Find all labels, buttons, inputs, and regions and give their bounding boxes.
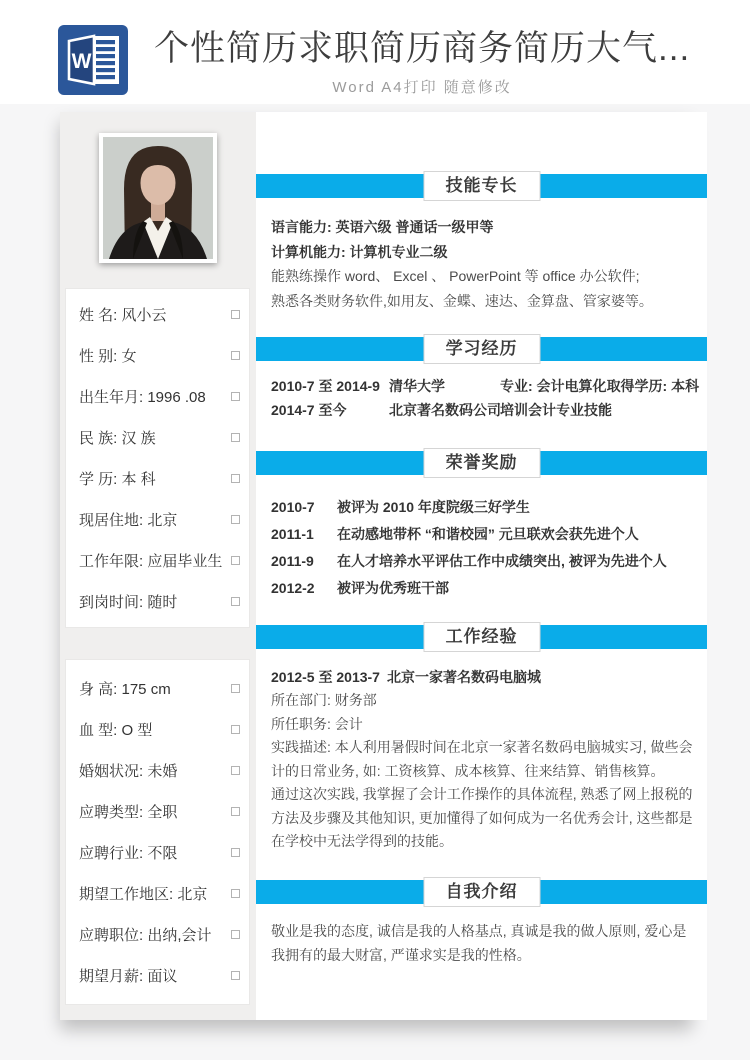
honor-item — [271, 575, 699, 602]
field-position — [79, 914, 240, 955]
checkbox-icon[interactable] — [231, 725, 240, 734]
skill-line: 能熟练操作 word、 Excel 、 PowerPoint 等 office 办公软件; — [271, 268, 640, 284]
work-company: 北京一家著名数码电脑城 — [387, 669, 541, 685]
field-job-type — [79, 791, 240, 832]
checkbox-icon[interactable] — [231, 807, 240, 816]
work-heading — [271, 665, 699, 689]
field-text: 出生年月: 1996 .08 — [79, 389, 206, 406]
field-text: 姓 名: 风小云 — [79, 307, 167, 324]
section-header-honors — [256, 451, 707, 475]
honor-text: 被评为优秀班干部 — [337, 580, 449, 596]
education-major: 专业: 会计电算化 — [500, 378, 607, 394]
field-text: 学 历: 本 科 — [79, 471, 156, 488]
word-logo-icon — [58, 25, 128, 95]
education-degree: 取得学历: 本科 — [606, 378, 700, 394]
basic-info-card — [65, 288, 250, 628]
field-birth — [79, 376, 240, 417]
honor-date: 2012-2 — [271, 580, 315, 596]
checkbox-icon[interactable] — [231, 597, 240, 606]
page-title: 个性简历求职简历商务简历大气... — [154, 29, 691, 68]
intro-section-body — [256, 919, 707, 968]
work-dates: 2012-5 至 2013-7 — [271, 669, 380, 685]
honor-item — [271, 548, 699, 575]
portrait-image — [103, 137, 213, 259]
honor-date: 2011-1 — [271, 526, 314, 542]
education-note: 培训会计专业技能 — [500, 402, 612, 418]
field-text: 应聘职位: 出纳,会计 — [79, 927, 212, 944]
education-school: 北京著名数码公司 — [389, 402, 501, 418]
field-text: 性 别: 女 — [79, 348, 137, 365]
extra-info-card — [65, 659, 250, 1005]
checkbox-icon[interactable] — [231, 556, 240, 565]
work-description: 实践描述: 本人利用暑假时间在北京一家著名数码电脑城实习, 做些会计的日常业务, 如: 工资核算、成本核算、往来结算、销售核算。 — [271, 739, 693, 779]
checkbox-icon[interactable] — [231, 889, 240, 898]
section-title: 学习经历 — [423, 334, 540, 364]
section-title: 自我介绍 — [423, 877, 540, 907]
checkbox-icon[interactable] — [231, 930, 240, 939]
field-text: 应聘行业: 不限 — [79, 845, 178, 862]
field-text: 应聘类型: 全职 — [79, 804, 178, 821]
field-degree — [79, 458, 240, 499]
svg-text:W: W — [71, 50, 92, 73]
honor-text: 在动感地带杯 “和谐校园” 元旦联欢会获先进个人 — [337, 526, 639, 542]
resume-right-column — [256, 112, 707, 1020]
skills-section-body — [256, 215, 707, 313]
field-height — [79, 668, 240, 709]
skill-line: 熟悉各类财务软件,如用友、金蝶、速达、金算盘、管家婆等。 — [271, 292, 653, 309]
resume-left-column — [60, 112, 256, 1020]
work-summary: 通过这次实践, 我掌握了会计工作操作的具体流程, 熟悉了网上报税的方法及步骤及其他知识, 更加懂得了如何成为一名优秀会计, 这些都是在学校中无法学得到的技能。 — [271, 786, 693, 849]
section-header-work — [256, 625, 707, 649]
education-dates: 2010-7 至 2014-9 — [271, 378, 380, 394]
section-title: 荣誉奖励 — [423, 448, 540, 478]
checkbox-icon[interactable] — [231, 310, 240, 319]
honor-item — [271, 494, 699, 521]
field-experience-years — [79, 540, 240, 581]
field-ethnicity — [79, 417, 240, 458]
field-text: 婚姻状况: 未婚 — [79, 763, 178, 780]
field-text: 身 高: 175 cm — [79, 681, 171, 698]
profile-photo — [99, 133, 217, 263]
education-row — [271, 374, 699, 398]
field-text: 工作年限: 应届毕业生 — [79, 553, 223, 570]
field-blood-type — [79, 709, 240, 750]
checkbox-icon[interactable] — [231, 351, 240, 360]
checkbox-icon[interactable] — [231, 433, 240, 442]
checkbox-icon[interactable] — [231, 971, 240, 980]
field-name — [79, 294, 240, 335]
skill-line: 语言能力: 英语六级 普通话一级甲等 — [271, 219, 494, 235]
honor-date: 2011-9 — [271, 553, 314, 569]
section-header-intro — [256, 880, 707, 904]
field-work-region — [79, 873, 240, 914]
field-industry — [79, 832, 240, 873]
field-gender — [79, 335, 240, 376]
checkbox-icon[interactable] — [231, 848, 240, 857]
checkbox-icon[interactable] — [231, 684, 240, 693]
education-section-body — [256, 374, 707, 422]
intro-text: 敬业是我的态度, 诚信是我的人格基点, 真诚是我的做人原则, 爱心是我拥有的最大财富, 严谨求实是我的性格。 — [271, 922, 687, 963]
section-title: 工作经验 — [423, 622, 540, 652]
honor-date: 2010-7 — [271, 499, 315, 515]
education-dates: 2014-7 至今 — [271, 402, 347, 418]
field-text: 期望工作地区: 北京 — [79, 886, 208, 903]
field-text: 民 族: 汉 族 — [79, 430, 156, 447]
field-text: 到岗时间: 随时 — [79, 594, 178, 611]
checkbox-icon[interactable] — [231, 766, 240, 775]
education-row — [271, 398, 699, 422]
education-school: 清华大学 — [389, 378, 445, 394]
checkbox-icon[interactable] — [231, 392, 240, 401]
header — [0, 0, 750, 104]
honor-text: 被评为 2010 年度院级三好学生 — [337, 499, 530, 515]
field-salary — [79, 955, 240, 996]
field-marital-status — [79, 750, 240, 791]
field-availability — [79, 581, 240, 622]
skill-line: 计算机能力: 计算机专业二级 — [271, 243, 448, 260]
page-subtitle: Word A4打印 随意修改 — [332, 79, 512, 96]
honor-item — [271, 521, 699, 548]
section-header-education — [256, 337, 707, 361]
honors-section-body — [256, 494, 707, 602]
field-text: 现居住地: 北京 — [79, 512, 178, 529]
field-text: 血 型: O 型 — [79, 722, 153, 739]
checkbox-icon[interactable] — [231, 474, 240, 483]
honor-text: 在人才培养水平评估工作中成绩突出, 被评为先进个人 — [337, 553, 667, 569]
checkbox-icon[interactable] — [231, 515, 240, 524]
field-text: 期望月薪: 面议 — [79, 968, 178, 985]
work-position: 所任职务: 会计 — [271, 715, 363, 732]
work-section-body — [256, 665, 707, 854]
field-residence — [79, 499, 240, 540]
section-header-skills — [256, 174, 707, 198]
resume-page — [60, 112, 700, 1020]
work-department: 所在部门: 财务部 — [271, 692, 377, 708]
section-title: 技能专长 — [423, 171, 540, 201]
